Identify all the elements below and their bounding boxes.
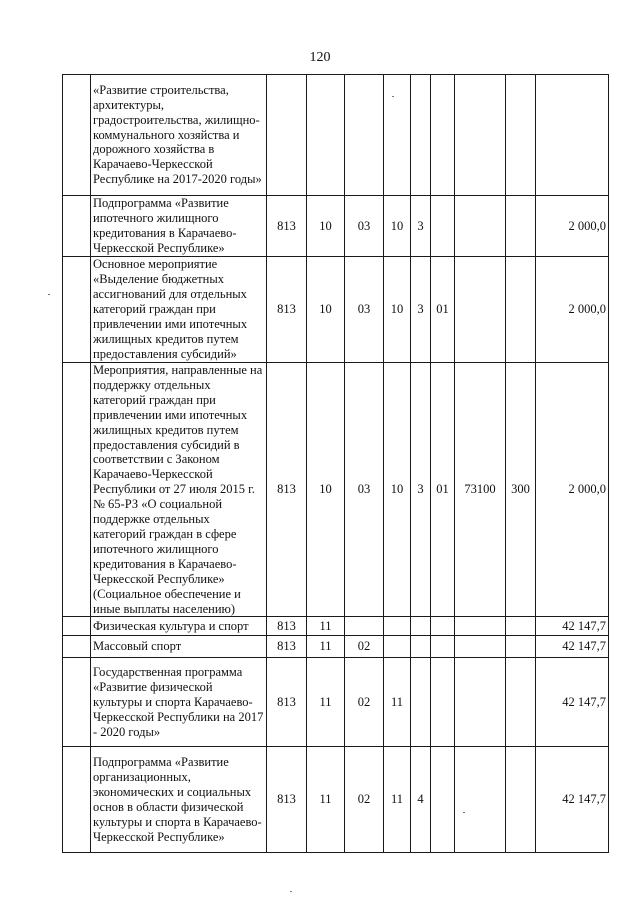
- row-name: «Развитие строительства, архитектуры, градостроительства, жилищно-коммунального хозяйства и дорожного хозяйства в Карачаево-Черкесской Республике на 2017-2020 годы»: [91, 75, 267, 196]
- section-code: 10: [307, 196, 345, 257]
- program-code: 11: [384, 747, 411, 853]
- event-code: [431, 658, 455, 747]
- scan-speck: [392, 96, 394, 97]
- scan-speck: [290, 891, 292, 892]
- blank-cell: [63, 747, 91, 853]
- section-code: 11: [307, 658, 345, 747]
- row-name: Подпрограмма «Развитие ипотечного жилищного кредитования в Карачаево-Черкесской Республике»: [91, 196, 267, 257]
- ministry-code: 813: [267, 196, 307, 257]
- ministry-code: 813: [267, 636, 307, 658]
- expense-type-code: [506, 196, 536, 257]
- program-code: [384, 636, 411, 658]
- subprogram-code: 3: [411, 257, 431, 363]
- event-code: [431, 75, 455, 196]
- event-code: [431, 196, 455, 257]
- direction-code: [455, 658, 506, 747]
- blank-cell: [63, 617, 91, 636]
- table-row: [63, 257, 609, 363]
- program-code: 10: [384, 363, 411, 617]
- page-number: 120: [309, 50, 331, 65]
- program-code: 10: [384, 196, 411, 257]
- table-row: [63, 747, 609, 853]
- row-name: Основное мероприятие «Выделение бюджетных ассигнований для отдельных категорий граждан при привлечении ими ипотечных жилищных кредитов путем предоставления субсидий»: [91, 257, 267, 363]
- row-name: Физическая культура и спорт: [91, 617, 267, 636]
- blank-cell: [63, 257, 91, 363]
- ministry-code: 813: [267, 747, 307, 853]
- ministry-code: 813: [267, 257, 307, 363]
- row-name: Массовый спорт: [91, 636, 267, 658]
- event-code: [431, 747, 455, 853]
- blank-cell: [63, 363, 91, 617]
- event-code: [431, 617, 455, 636]
- program-code: [384, 75, 411, 196]
- subprogram-code: 3: [411, 196, 431, 257]
- amount: [536, 75, 609, 196]
- section-code: 11: [307, 747, 345, 853]
- ministry-code: 813: [267, 363, 307, 617]
- direction-code: 73100: [455, 363, 506, 617]
- expense-type-code: [506, 617, 536, 636]
- expense-type-code: [506, 747, 536, 853]
- subprogram-code: [411, 617, 431, 636]
- direction-code: [455, 257, 506, 363]
- amount: 42 147,7: [536, 747, 609, 853]
- blank-cell: [63, 75, 91, 196]
- program-code: 10: [384, 257, 411, 363]
- budget-table: [62, 74, 609, 853]
- subsection-code: [345, 75, 384, 196]
- blank-cell: [63, 636, 91, 658]
- program-code: 11: [384, 658, 411, 747]
- blank-cell: [63, 658, 91, 747]
- amount: 2 000,0: [536, 257, 609, 363]
- table-row: [63, 363, 609, 617]
- event-code: 01: [431, 363, 455, 617]
- subsection-code: 03: [345, 363, 384, 617]
- event-code: 01: [431, 257, 455, 363]
- amount: 2 000,0: [536, 196, 609, 257]
- amount: 42 147,7: [536, 658, 609, 747]
- subsection-code: 02: [345, 636, 384, 658]
- subsection-code: 03: [345, 196, 384, 257]
- direction-code: [455, 747, 506, 853]
- table-row: [63, 636, 609, 658]
- scan-speck: [463, 812, 465, 813]
- subprogram-code: [411, 636, 431, 658]
- table-row: [63, 658, 609, 747]
- subprogram-code: [411, 75, 431, 196]
- section-code: 11: [307, 636, 345, 658]
- amount: 2 000,0: [536, 363, 609, 617]
- section-code: 11: [307, 617, 345, 636]
- subsection-code: 03: [345, 257, 384, 363]
- ministry-code: [267, 75, 307, 196]
- row-name: Мероприятия, направленные на поддержку отдельных категорий граждан при привлечении ими ипотечных жилищных кредитов путем предоставления субсидий в соответствии с Законом Карачаево-Черкесской Республики от 27 июля 2015 г. № 65-РЗ «О социальной поддержке отдельных категорий граждан в сфере ипотечного жилищного кредитования в Карачаево-Черкесской Республике» (Социальное обеспечение и иные выплаты населению): [91, 363, 267, 617]
- subprogram-code: [411, 658, 431, 747]
- event-code: [431, 636, 455, 658]
- direction-code: [455, 196, 506, 257]
- subsection-code: [345, 617, 384, 636]
- row-name: Подпрограмма «Развитие организационных, экономических и социальных основ в области физической культуры и спорта в Карачаево-Черкесской Республике»: [91, 747, 267, 853]
- section-code: 10: [307, 257, 345, 363]
- subprogram-code: 3: [411, 363, 431, 617]
- row-name: Государственная программа «Развитие физической культуры и спорта Карачаево-Черкесской Республики на 2017 - 2020 годы»: [91, 658, 267, 747]
- expense-type-code: 300: [506, 363, 536, 617]
- expense-type-code: [506, 636, 536, 658]
- program-code: [384, 617, 411, 636]
- table-row: [63, 196, 609, 257]
- blank-cell: [63, 196, 91, 257]
- subsection-code: 02: [345, 747, 384, 853]
- subsection-code: 02: [345, 658, 384, 747]
- amount: 42 147,7: [536, 636, 609, 658]
- expense-type-code: [506, 75, 536, 196]
- table-row: [63, 617, 609, 636]
- expense-type-code: [506, 257, 536, 363]
- ministry-code: 813: [267, 617, 307, 636]
- expense-type-code: [506, 658, 536, 747]
- direction-code: [455, 75, 506, 196]
- direction-code: [455, 636, 506, 658]
- section-code: [307, 75, 345, 196]
- section-code: 10: [307, 363, 345, 617]
- direction-code: [455, 617, 506, 636]
- scan-speck: [48, 294, 50, 295]
- amount: 42 147,7: [536, 617, 609, 636]
- subprogram-code: 4: [411, 747, 431, 853]
- table-row: [63, 75, 609, 196]
- ministry-code: 813: [267, 658, 307, 747]
